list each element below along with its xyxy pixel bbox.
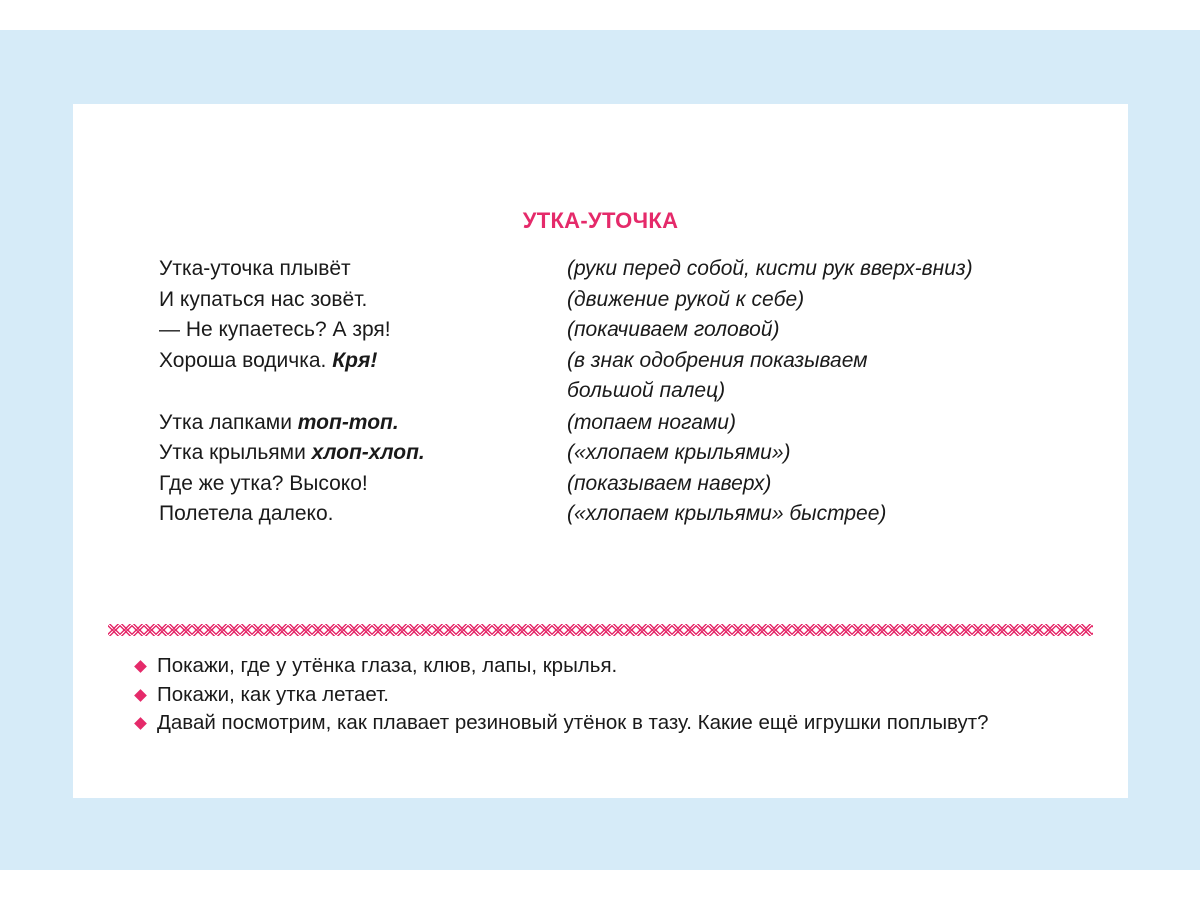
task-item	[135, 709, 1091, 738]
diamond-bullet-icon	[134, 660, 147, 673]
poem-line	[159, 469, 1119, 500]
task-text: Покажи, как утка летает.	[157, 682, 389, 706]
action-text: (топаем ногами)	[567, 410, 736, 434]
poem-line	[159, 499, 1119, 530]
action-text: («хлопаем крыльями»)	[567, 441, 791, 464]
poem	[159, 254, 1119, 530]
poem-line	[159, 285, 1119, 316]
diamond-bullet-icon	[134, 717, 147, 730]
poem-line	[159, 254, 1119, 285]
content-card	[73, 104, 1128, 798]
verse-text: Полетела далеко.	[159, 502, 334, 525]
diamond-bullet-icon	[134, 689, 147, 702]
action-text: (показываем наверх)	[567, 471, 772, 495]
poem-line	[159, 376, 1119, 407]
task-item	[135, 681, 1091, 710]
action-text: (руки перед собой, кисти рук вверх-вниз)	[567, 257, 973, 280]
verse-text: Где же утка? Высоко!	[159, 471, 368, 495]
verse-text: Утка-уточка плывёт	[159, 257, 351, 280]
action-text: большой палец)	[567, 379, 726, 402]
task-text: Давай посмотрим, как плавает резиновый утёнок в тазу. Какие ещё игрушки поплывут?	[157, 711, 989, 734]
task-list	[135, 652, 1091, 738]
poem-line	[159, 408, 1119, 439]
action-text: (покачиваем головой)	[567, 318, 780, 341]
poem-line	[159, 438, 1119, 469]
verse-text: Утка лапками топ-топ.	[159, 410, 399, 434]
verse-text: И купаться нас зовёт.	[159, 287, 368, 311]
verse-text: Утка крыльями хлоп-хлоп.	[159, 441, 425, 464]
diamond-divider	[108, 622, 1093, 638]
verse-text: — Не купаетесь? А зря!	[159, 318, 391, 341]
verse-text: Хороша водичка. Кря!	[159, 348, 378, 372]
task-item	[135, 652, 1091, 681]
action-text: (движение рукой к себе)	[567, 287, 805, 311]
poem-title: УТКА-УТОЧКА	[522, 208, 679, 233]
task-text: Покажи, где у утёнка глаза, клюв, лапы, крылья.	[157, 654, 618, 677]
action-text: («хлопаем крыльями» быстрее)	[567, 502, 887, 525]
poem-line	[159, 315, 1119, 346]
action-text: (в знак одобрения показываем	[567, 348, 868, 372]
poem-line	[159, 346, 1119, 377]
